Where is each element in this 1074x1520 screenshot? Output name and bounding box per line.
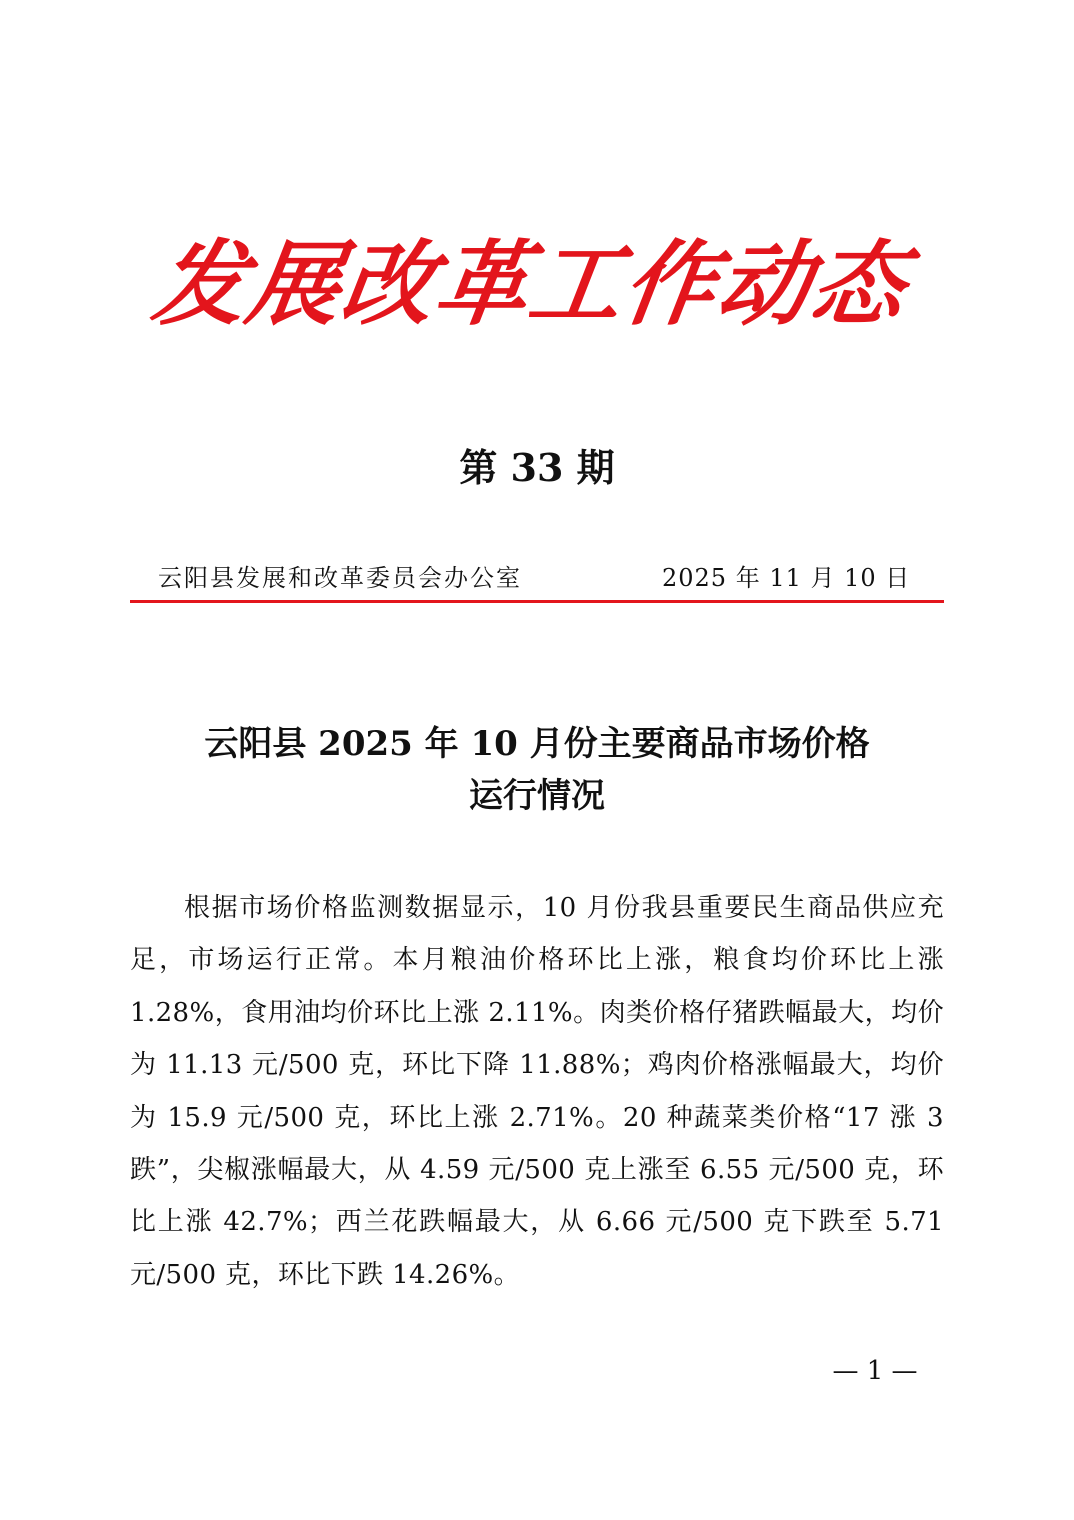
issue-date: 2025 年 11 月 10 日	[662, 564, 911, 592]
red-header-rule	[130, 600, 944, 603]
article-title-line-1: 云阳县 2025 年 10 月份主要商品市场价格	[204, 724, 870, 764]
article-title-line-2: 运行情况	[469, 776, 605, 816]
issuing-office: 云阳县发展和改革委员会办公室	[158, 564, 522, 592]
article-title	[100, 718, 974, 822]
issue-number: 第 33 期	[459, 445, 615, 490]
publication-masthead: 发展改革工作动态	[146, 231, 914, 338]
article-body-paragraph: 根据市场价格监测数据显示，10 月份我县重要民生商品供应充足，市场运行正常。本月粮油价格环比上涨，粮食均价环比上涨 1.28%，食用油均价环比上涨 2.11%。肉类价格仔猪跌幅最大，均价为 11.13 元/500 克，环比下降 11.88%；鸡肉价格涨幅最大，均价为 15.9 元/500 克，环比上涨 2.71%。20 种蔬菜类价格“17 涨 3 跌”，尖椒涨幅最大，从 4.59 元/500 克上涨至 6.55 元/500 克，环比上涨 42.7%；西兰花跌幅最大，从 6.66 元/500 克下跌至 5.71 元/500 克，环比下跌 14.26%。	[130, 893, 944, 1290]
page-number: — 1 —	[832, 1356, 918, 1386]
